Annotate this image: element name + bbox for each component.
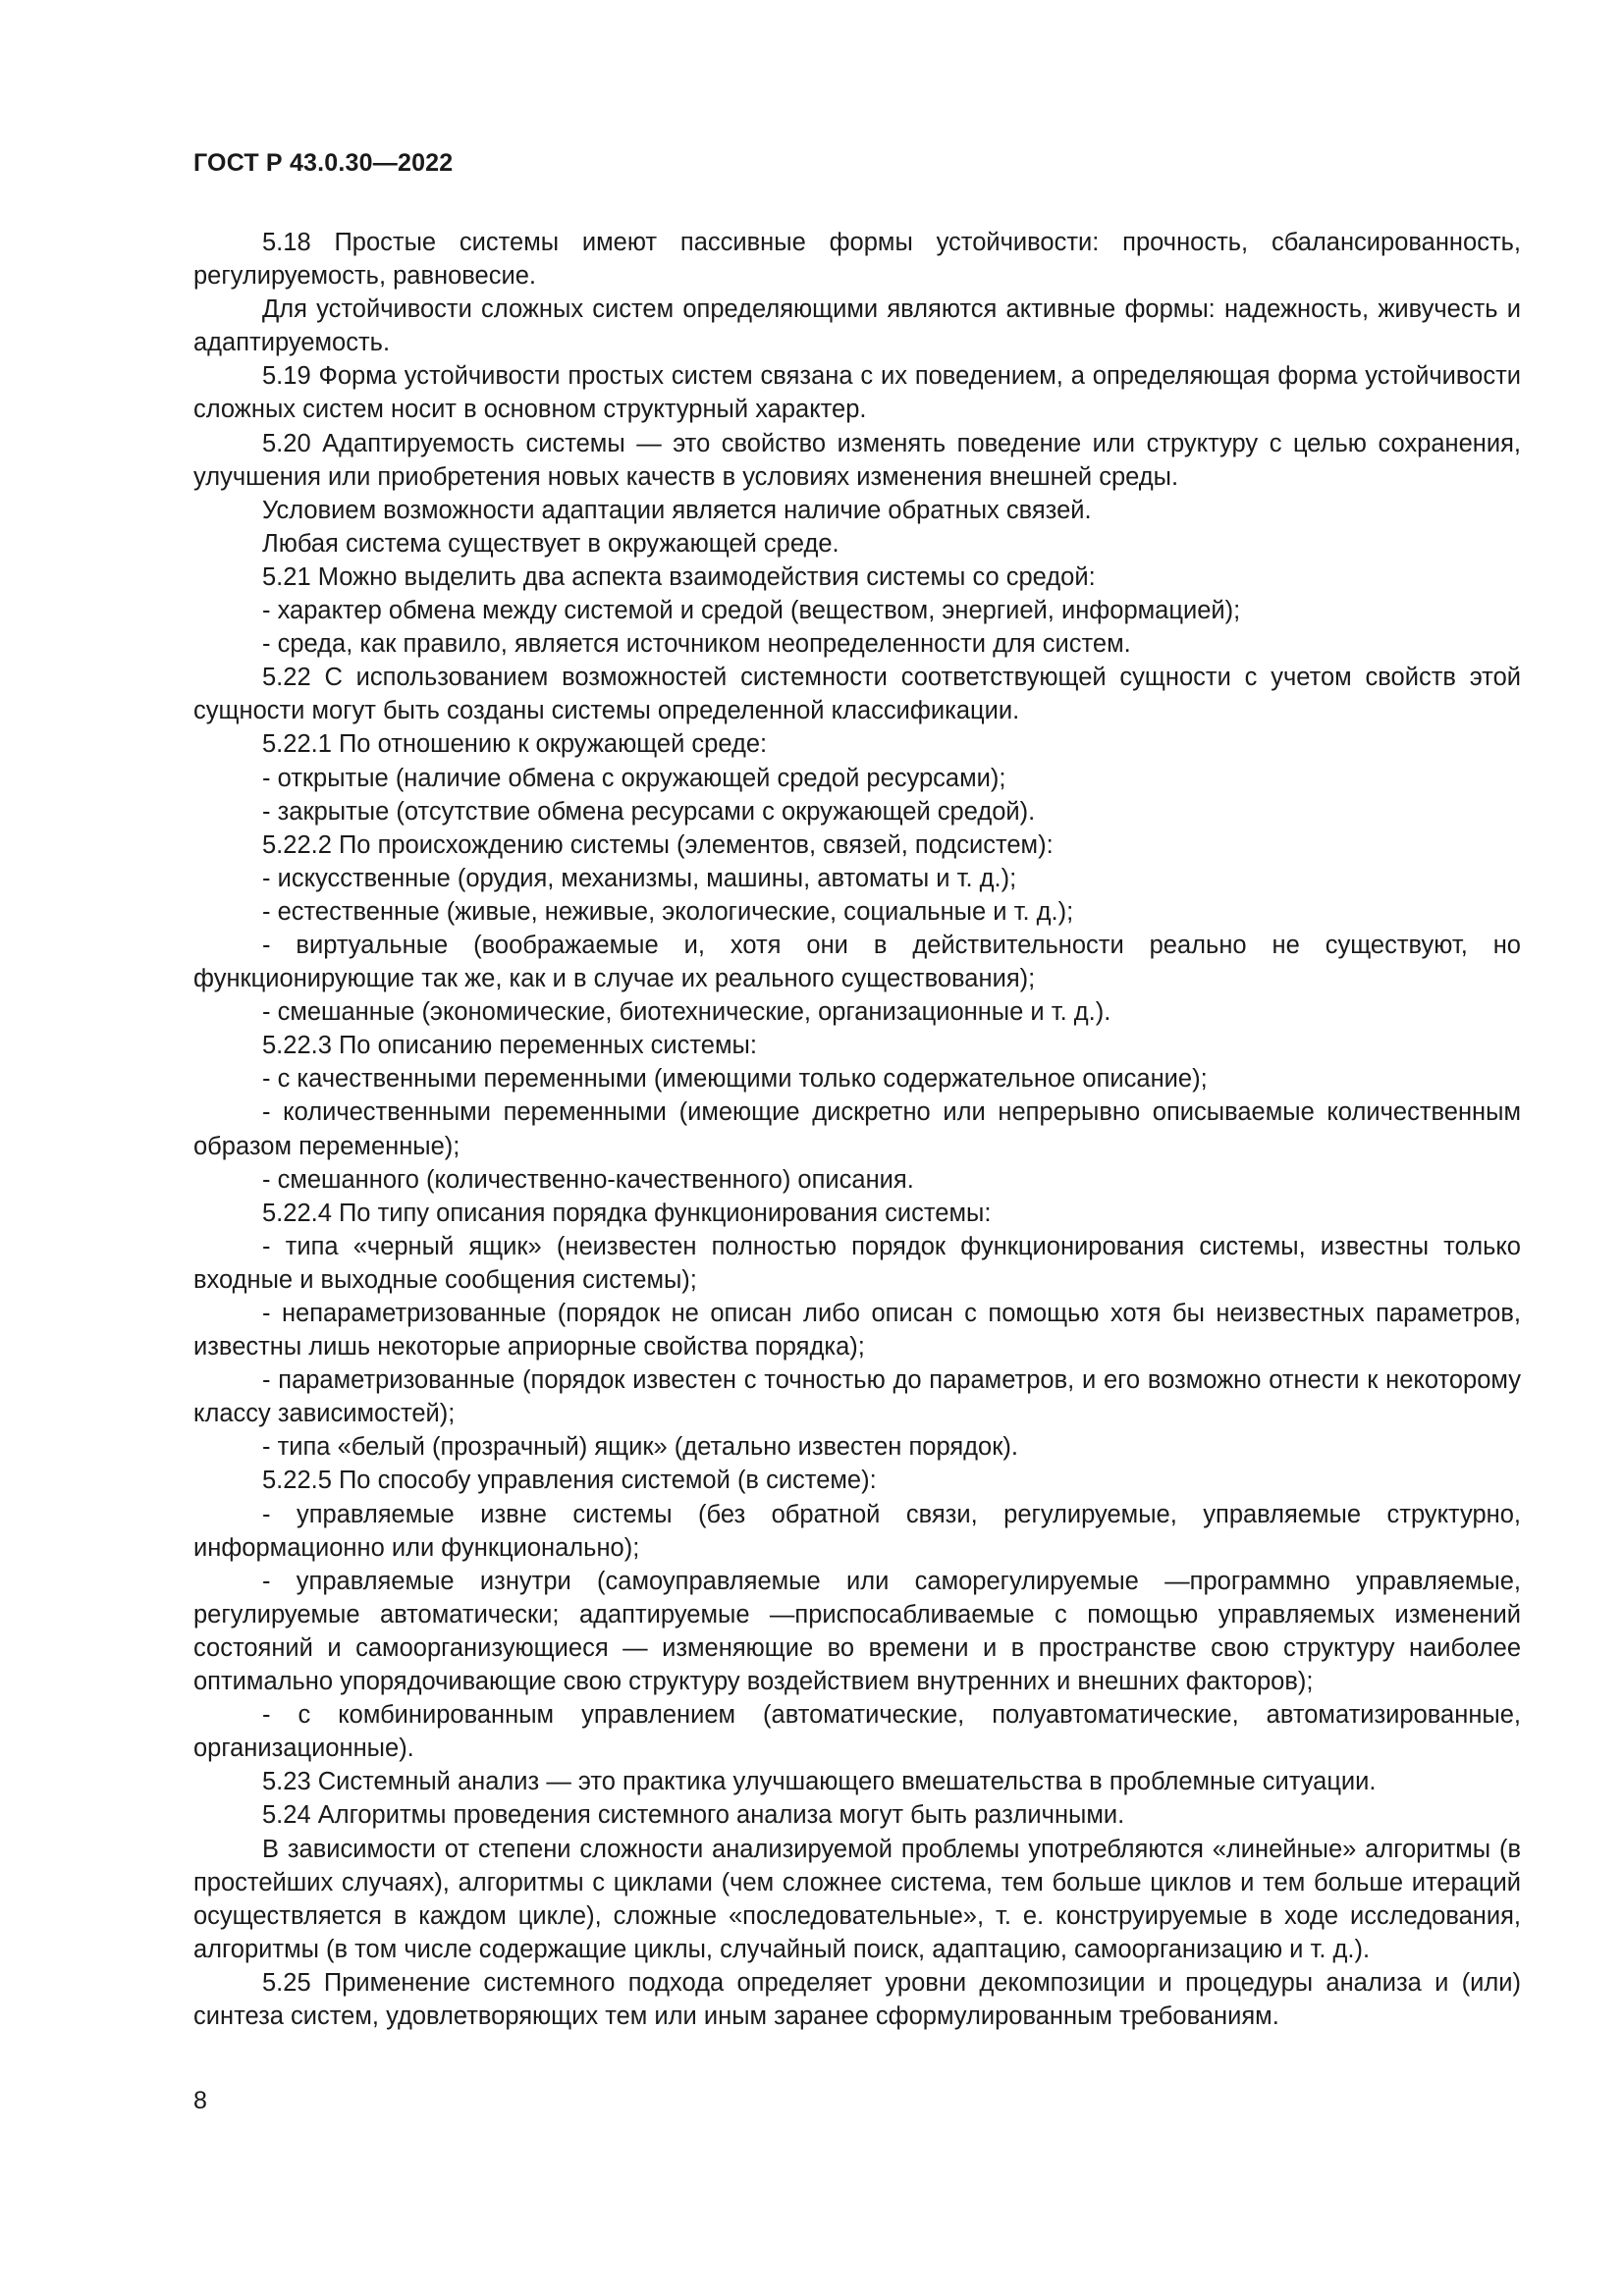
paragraph: 5.24 Алгоритмы проведения системного анализа могут быть различными. bbox=[262, 1801, 1125, 1830]
document-header: ГОСТ Р 43.0.30—2022 bbox=[193, 149, 454, 177]
list-item: - непараметризованные (порядок не описан либо описан с помощью хотя бы неизвестных параметров, известны лишь некоторые априорные свойства порядка); bbox=[193, 1300, 1521, 1362]
list-item: - с качественными переменными (имеющими только содержательное описание); bbox=[262, 1065, 1208, 1094]
list-item: - закрытые (отсутствие обмена ресурсами с окружающей средой). bbox=[262, 797, 1036, 826]
page-number: 8 bbox=[193, 2087, 207, 2114]
list-item: - параметризованные (порядок известен с точностью до параметров, и его возможно отнести к некоторому классу зависимостей); bbox=[193, 1366, 1521, 1428]
list-item: - искусственные (орудия, механизмы, машины, автоматы и т. д.); bbox=[262, 864, 1017, 892]
paragraph: 5.22 С использованием возможностей системности соответствующей сущности с учетом свойств этой сущности могут быть созданы системы определенной классификации. bbox=[193, 664, 1521, 725]
list-item: - виртуальные (воображаемые и, хотя они в действительности реально не существуют, но функционирующие так же, как и в случае их реального существования); bbox=[193, 931, 1521, 993]
paragraph: 5.20 Адаптируемость системы — это свойство изменять поведение или структуру с целью сохранения, улучшения или приобретения новых качеств в условиях изменения внешней среды. bbox=[193, 429, 1521, 491]
list-item: - характер обмена между системой и средой (веществом, энергией, информацией); bbox=[262, 597, 1241, 625]
list-item: - управляемые извне системы (без обратной связи, регулируемые, управляемые структурно, информационно или функционально); bbox=[193, 1500, 1521, 1562]
paragraph: Условием возможности адаптации является наличие обратных связей. bbox=[262, 496, 1092, 524]
paragraph: Для устойчивости сложных систем определяющими являются активные формы: надежность, живучесть и адаптируемость. bbox=[193, 295, 1521, 357]
list-item: - смешанного (количественно-качественного) описания. bbox=[262, 1165, 914, 1194]
list-item: - смешанные (экономические, биотехнические, организационные и т. д.). bbox=[262, 998, 1111, 1027]
paragraph: Любая система существует в окружающей среде. bbox=[262, 529, 839, 558]
paragraph: 5.21 Можно выделить два аспекта взаимодействия системы со средой: bbox=[262, 562, 1096, 591]
list-item: - типа «черный ящик» (неизвестен полностью порядок функционирования системы, известны только входные и выходные сообщения системы); bbox=[193, 1232, 1521, 1294]
paragraph: В зависимости от степени сложности анализируемой проблемы употребляются «линейные» алгоритмы (в простейших случаях), алгоритмы с циклами (чем сложнее система, тем больше циклов и тем больше итераций осуществляется в каждом цикле), сложные «последовательные», т. е. конструируемые в ходе исследования, алгоритмы (в том числе содержащие циклы, случайный поиск, адаптацию, самоорганизацию и т. д.). bbox=[193, 1835, 1521, 1963]
document-body bbox=[193, 226, 1521, 2033]
paragraph: 5.22.2 По происхождению системы (элементов, связей, подсистем): bbox=[262, 830, 1054, 859]
list-item: - управляемые изнутри (самоуправляемые или саморегулируемые —программно управляемые, регулируемые автоматически; адаптируемые —приспосабливаемые с помощью управляемых изменений состояний и самоорганизующиеся — изменяющие во времени и в пространстве свою структуру наиболее оптимально упорядочивающие свою структуру воздействием внутренних и внешних факторов); bbox=[193, 1567, 1521, 1696]
list-item: - открытые (наличие обмена с окружающей средой ресурсами); bbox=[262, 764, 1006, 792]
list-item: - количественными переменными (имеющие дискретно или непрерывно описываемые количественным образом переменные); bbox=[193, 1098, 1521, 1160]
paragraph: 5.18 Простые системы имеют пассивные формы устойчивости: прочность, сбалансированность, регулируемость, равновесие. bbox=[193, 229, 1521, 291]
list-item: - с комбинированным управлением (автоматические, полуавтоматические, автоматизированные, организационные). bbox=[193, 1701, 1521, 1763]
paragraph: 5.19 Форма устойчивости простых систем связана с их поведением, а определяющая форма устойчивости сложных систем носит в основном структурный характер. bbox=[193, 362, 1521, 424]
paragraph: 5.22.3 По описанию переменных системы: bbox=[262, 1032, 757, 1060]
paragraph: 5.22.1 По отношению к окружающей среде: bbox=[262, 730, 768, 759]
paragraph: 5.22.4 По типу описания порядка функционирования системы: bbox=[262, 1199, 992, 1227]
paragraph: 5.22.5 По способу управления системой (в системе): bbox=[262, 1467, 877, 1495]
paragraph: 5.23 Системный анализ — это практика улучшающего вмешательства в проблемные ситуации. bbox=[262, 1768, 1377, 1796]
paragraph: 5.25 Применение системного подхода определяет уровни декомпозиции и процедуры анализа и (или) синтеза систем, удовлетворяющих тем или иным заранее сформулированным требованиям. bbox=[193, 1968, 1521, 2030]
list-item: - среда, как правило, является источником неопределенности для систем. bbox=[262, 630, 1131, 659]
list-item: - типа «белый (прозрачный) ящик» (детально известен порядок). bbox=[262, 1433, 1018, 1462]
list-item: - естественные (живые, неживые, экологические, социальные и т. д.); bbox=[262, 897, 1074, 926]
